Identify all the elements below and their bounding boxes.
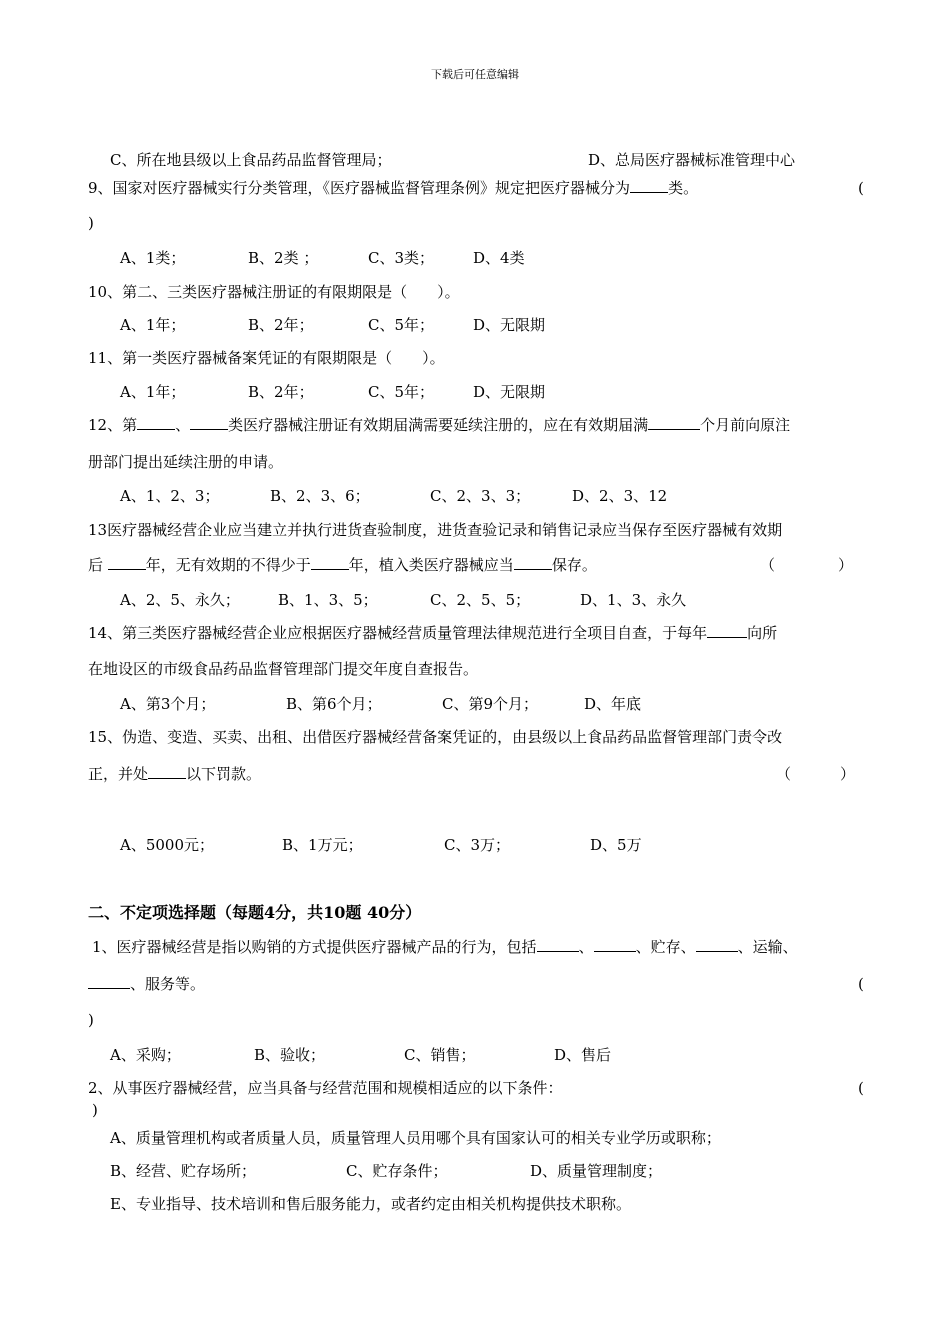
answer-paren-open: ( bbox=[858, 1079, 864, 1097]
option-b: B、2年； bbox=[248, 383, 314, 401]
option-a: A、1年； bbox=[120, 383, 186, 401]
option-d: D、1、3、永久 bbox=[580, 591, 687, 609]
answer-paren-open: （ bbox=[760, 556, 776, 574]
option-c: C、5年； bbox=[368, 316, 435, 334]
question-9 bbox=[88, 178, 698, 198]
question-10: 10、第二、三类医疗器械注册证的有限期限是（ ）。 bbox=[88, 283, 460, 301]
option-c: C、2、5、5； bbox=[430, 591, 531, 609]
option-d: D、4类 bbox=[473, 249, 525, 267]
option-d: D、无限期 bbox=[473, 316, 546, 334]
question-text: 1、医疗器械经营是指以购销的方式提供医疗器械产品的行为，包括 bbox=[92, 938, 537, 956]
answer-paren-close: ) bbox=[92, 1101, 98, 1119]
question-text: 12、第 bbox=[88, 416, 138, 434]
option-c: C、3类； bbox=[368, 249, 435, 267]
option-b: B、验收； bbox=[254, 1046, 326, 1064]
option-d: D、5万 bbox=[590, 836, 642, 854]
question-15: 15、伪造、变造、买卖、出租、出借医疗器械经营备案凭证的，由县级以上食品药品监督管理部门责令改 bbox=[88, 728, 783, 746]
question-text: 保存。 bbox=[551, 556, 597, 574]
question-text: 14、第三类医疗器械经营企业应根据医疗器械经营质量管理法律规范进行全项目自查，于每年 bbox=[88, 624, 708, 642]
option-b: B、经营、贮存场所； bbox=[110, 1162, 257, 1180]
option-a: A、2、5、永久； bbox=[120, 591, 240, 609]
option-d: D、2、3、12 bbox=[572, 487, 668, 505]
option-e: E、专业指导、技术培训和售后服务能力，或者约定由相关机构提供技术职称。 bbox=[110, 1195, 631, 1213]
question-text: 、 bbox=[578, 938, 594, 956]
option-d: D、质量管理制度； bbox=[530, 1162, 663, 1180]
option-c: C、2、3、3； bbox=[430, 487, 531, 505]
option-c: C、销售； bbox=[404, 1046, 476, 1064]
option-a: A、第3个月； bbox=[120, 695, 216, 713]
answer-paren-open: ( bbox=[858, 975, 864, 993]
header-note: 下载后可任意编辑 bbox=[431, 68, 519, 81]
answer-blank[interactable] bbox=[630, 178, 668, 193]
section2-question-1-cont bbox=[88, 974, 205, 994]
answer-blank[interactable] bbox=[537, 937, 579, 952]
option-b: B、2年； bbox=[248, 316, 314, 334]
question-text: 类医疗器械注册证有效期届满需要延续注册的，应在有效期届满 bbox=[228, 416, 649, 434]
option-c: C、5年； bbox=[368, 383, 435, 401]
question-text: 年，植入类医疗器械应当 bbox=[348, 556, 514, 574]
answer-paren-close: ） bbox=[840, 765, 856, 783]
question-text: 个月前向原注 bbox=[700, 416, 791, 434]
option-d: D、年底 bbox=[584, 695, 642, 713]
question-13-cont bbox=[88, 555, 597, 575]
option-b: B、2类 ； bbox=[248, 249, 319, 267]
answer-blank[interactable] bbox=[696, 937, 738, 952]
answer-paren-close: ) bbox=[88, 1011, 94, 1029]
answer-blank[interactable] bbox=[648, 415, 700, 430]
answer-blank[interactable] bbox=[311, 555, 349, 570]
option-b: B、1、3、5； bbox=[278, 591, 378, 609]
answer-blank[interactable] bbox=[514, 555, 552, 570]
answer-blank[interactable] bbox=[108, 555, 146, 570]
answer-paren-open: （ bbox=[776, 765, 792, 783]
option-d: D、售后 bbox=[554, 1046, 612, 1064]
question-text: 、 bbox=[175, 416, 191, 434]
option-d: D、无限期 bbox=[473, 383, 546, 401]
option-b: B、1万元； bbox=[282, 836, 363, 854]
question-text: 年，无有效期的不得少于 bbox=[145, 556, 311, 574]
option-a: A、1、2、3； bbox=[120, 487, 220, 505]
section2-question-1 bbox=[92, 937, 798, 957]
answer-blank[interactable] bbox=[594, 937, 636, 952]
question-text: 、运输、 bbox=[737, 938, 798, 956]
section2-question-2: 2、从事医疗器械经营，应当具备与经营范围和规模相适应的以下条件： bbox=[88, 1079, 563, 1097]
question-11: 11、第一类医疗器械备案凭证的有限期限是（ ）。 bbox=[88, 349, 445, 367]
option-c: C、所在地县级以上食品药品监督管理局； bbox=[110, 151, 392, 169]
option-c: C、第9个月； bbox=[442, 695, 539, 713]
answer-blank[interactable] bbox=[148, 764, 186, 779]
question-text: 以下罚款。 bbox=[186, 765, 262, 783]
question-text: 、服务等。 bbox=[130, 975, 206, 993]
question-text: 类。 bbox=[668, 179, 699, 197]
option-a: A、1年； bbox=[120, 316, 186, 334]
question-text: 向所 bbox=[747, 624, 778, 642]
option-a: A、1类； bbox=[120, 249, 186, 267]
answer-paren-close: ） bbox=[838, 556, 854, 574]
question-12 bbox=[88, 415, 790, 435]
option-c: C、3万； bbox=[444, 836, 511, 854]
question-14 bbox=[88, 623, 777, 643]
question-text: 正，并处 bbox=[88, 765, 149, 783]
question-15-cont bbox=[88, 764, 261, 784]
option-b: B、2、3、6； bbox=[270, 487, 370, 505]
option-a: A、质量管理机构或者质量人员，质量管理人员用哪个具有国家认可的相关专业学历或职称； bbox=[110, 1129, 721, 1147]
question-text: 、贮存、 bbox=[635, 938, 696, 956]
answer-paren-open: ( bbox=[858, 179, 864, 197]
answer-blank[interactable] bbox=[88, 974, 130, 989]
answer-blank[interactable] bbox=[190, 415, 228, 430]
option-a: A、采购； bbox=[110, 1046, 181, 1064]
option-b: B、第6个月； bbox=[286, 695, 382, 713]
section-title: 二、不定项选择题（每题4分，共10题 40分） bbox=[88, 903, 422, 922]
option-d: D、总局医疗器械标准管理中心 bbox=[588, 151, 796, 169]
question-14-cont: 在地设区的市级食品药品监督管理部门提交年度自查报告。 bbox=[88, 660, 479, 678]
answer-paren-close: ) bbox=[88, 214, 94, 232]
question-text: 9、国家对医疗器械实行分类管理，《医疗器械监督管理条例》规定把医疗器械分为 bbox=[88, 179, 631, 197]
question-13: 13医疗器械经营企业应当建立并执行进货查验制度，进货查验记录和销售记录应当保存至医疗器械有效期 bbox=[88, 521, 783, 539]
question-text: 后 bbox=[88, 556, 108, 574]
option-a: A、5000元； bbox=[120, 836, 215, 854]
question-12-cont: 册部门提出延续注册的申请。 bbox=[88, 453, 284, 471]
answer-blank[interactable] bbox=[707, 623, 747, 638]
option-c: C、贮存条件； bbox=[346, 1162, 448, 1180]
answer-blank[interactable] bbox=[137, 415, 175, 430]
